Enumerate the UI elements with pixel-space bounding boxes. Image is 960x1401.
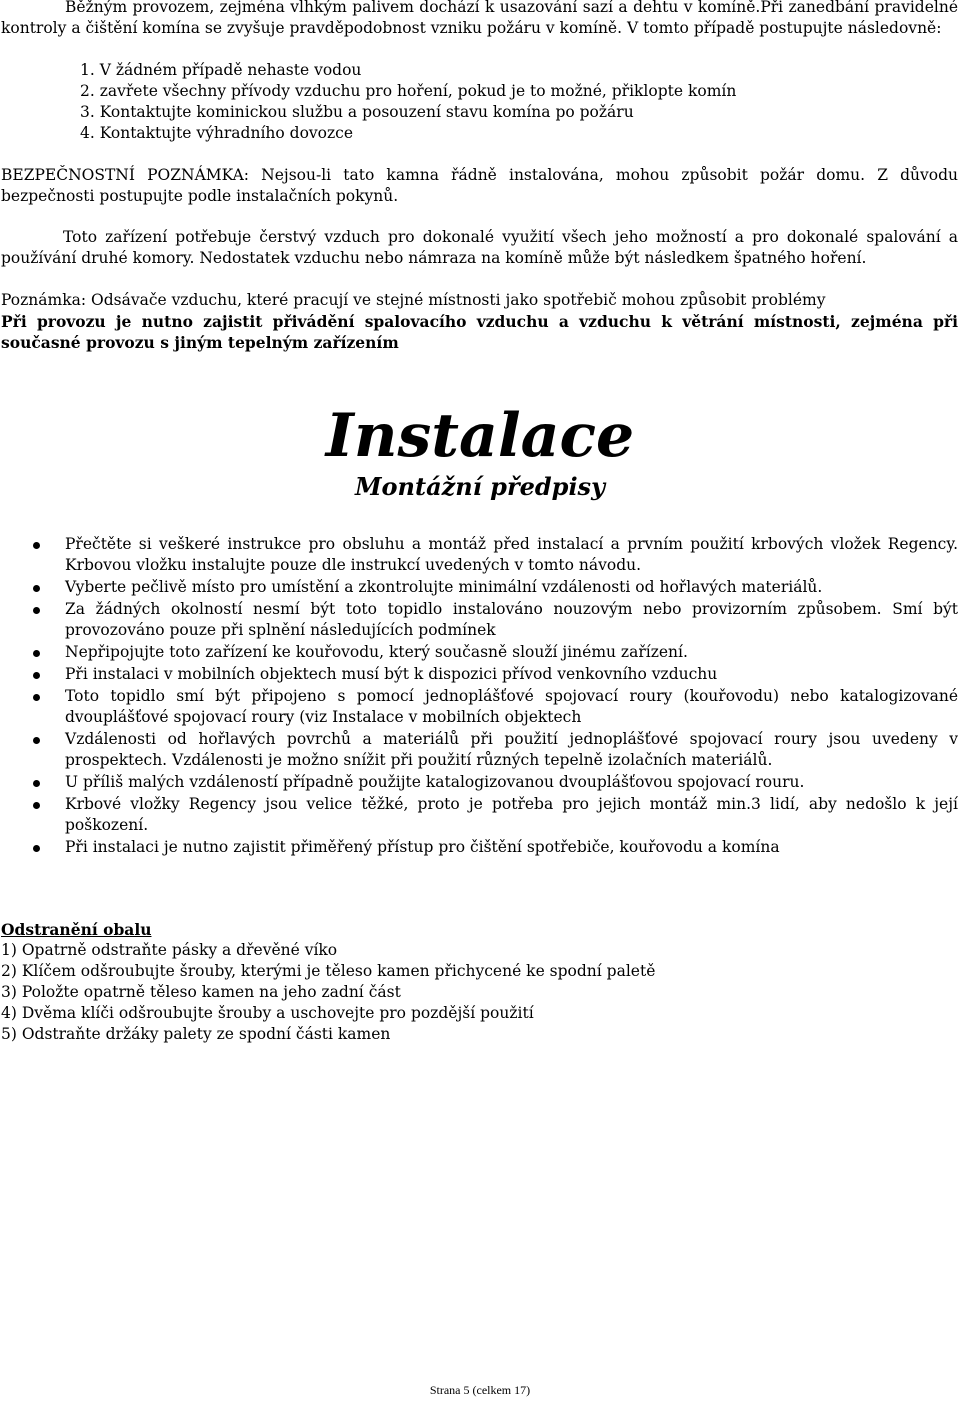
list-item-text: U příliš malých vzdáleností případně použijte katalogizovanou dvouplášťovou spojovací rouru.: [65, 773, 805, 791]
list-item: [0, 837, 960, 858]
bullet-icon: [33, 585, 40, 592]
installation-rules-list: [0, 534, 960, 859]
list-item: 2. zavřete všechny přívody vzduchu pro hoření, pokud je to možné, přiklopte komín: [80, 82, 737, 100]
list-item: [0, 642, 960, 663]
list-item-text: Za žádných okolností nesmí být toto topidlo instalováno nouzovým nebo provizorním způsobem. Smí být provozováno pouze při splnění následujících podmínek: [65, 600, 958, 639]
list-item-text: Toto topidlo smí být připojeno s pomocí jednoplášťové spojovací roury (kouřovodu) nebo katalogizované dvouplášťové spojovací roury (viz Instalace v mobilních objektech: [65, 687, 958, 726]
section-heading: Instalace: [325, 401, 635, 471]
list-item: [0, 794, 960, 836]
bullet-icon: [33, 780, 40, 787]
intro-paragraph: Běžným provozem, zejména vlhkým palivem dochází k usazování sazí a dehtu v komíně.Při zanedbání pravidelné kontroly a čištění komína se zvyšuje pravděpodobnost vzniku požáru v komíně. V tomto případě postupujte následovně:: [1, 0, 958, 37]
extractor-note: Poznámka: Odsávače vzduchu, které pracují ve stejné místnosti jako spotřebič mohou způsobit problémy: [1, 291, 826, 309]
list-item: [0, 664, 960, 685]
list-item: 2) Klíčem odšroubujte šrouby, kterými je těleso kamen přichycené ke spodní paletě: [1, 962, 656, 980]
list-item: [0, 772, 960, 793]
list-item: [0, 534, 960, 576]
list-item: [0, 686, 960, 728]
list-item-text: Při instalaci je nutno zajistit přiměřený přístup pro čištění spotřebiče, kouřovodu a komína: [65, 838, 780, 856]
safety-note: BEZPEČNOSTNÍ POZNÁMKA: Nejsou-li tato kamna řádně instalována, mohou způsobit požár domu. Z důvodu bezpečnosti postupujte podle instalačních pokynů.: [1, 166, 958, 205]
unpacking-heading: Odstranění obalu: [1, 920, 152, 939]
list-item-text: Vyberte pečlivě místo pro umístění a zkontrolujte minimální vzdálenosti od hořlavých materiálů.: [65, 578, 823, 596]
list-item-text: Při instalaci v mobilních objektech musí být k dispozici přívod venkovního vzduchu: [65, 665, 718, 683]
list-item-text: Krbové vložky Regency jsou velice těžké, proto je potřeba pro jejich montáž min.3 lidí, aby nedošlo k její poškození.: [65, 795, 958, 834]
list-item: [0, 577, 960, 598]
page-number: Strana 5 (celkem 17): [429, 1383, 531, 1397]
list-item: 3) Položte opatrně těleso kamen na jeho zadní část: [1, 983, 401, 1001]
list-item: 4. Kontaktujte výhradního dovozce: [80, 124, 354, 142]
list-item: [0, 729, 960, 771]
chimney-fire-steps: [80, 60, 940, 144]
bullet-icon: [33, 802, 40, 809]
list-item: 5) Odstraňte držáky palety ze spodní části kamen: [1, 1025, 391, 1043]
list-item: 1. V žádném případě nehaste vodou: [80, 61, 362, 79]
list-item-text: Nepřipojujte toto zařízení ke kouřovodu, který současně slouží jinému zařízení.: [65, 643, 688, 661]
list-item-text: Vzdálenosti od hořlavých povrchů a materiálů při použití jednoplášťové spojovací roury jsou uvedeny v prospektech. Vzdálenosti je možno snížit při použití různých tepelně izolačních materiálů.: [65, 730, 958, 769]
unpacking-steps: [1, 940, 655, 1045]
bullet-icon: [33, 672, 40, 679]
bullet-icon: [33, 607, 40, 614]
list-item-text: Přečtěte si veškeré instrukce pro obsluhu a montáž před instalací a prvním použití krbových vložek Regency. Krbovou vložku instalujte pouze dle instrukcí uvedených v tomto návodu.: [65, 535, 958, 574]
section-subheading: Montážní předpisy: [354, 472, 606, 501]
air-paragraph: Toto zařízení potřebuje čerstvý vzduch pro dokonalé využití všech jeho možností a pro dokonalé spalování a používání druhé komory. Nedostatek vzduchu nebo námraza na komíně může být následkem špatného hoření.: [1, 228, 958, 267]
operation-warning: Při provozu je nutno zajistit přivádění spalovacího vzduchu a vzduchu k větrání místnosti, zejména při současné provozu s jiným tepelným zařízením: [1, 312, 958, 352]
list-item: 3. Kontaktujte kominickou službu a posouzení stavu komína po požáru: [80, 103, 634, 121]
bullet-icon: [33, 694, 40, 701]
bullet-icon: [33, 542, 40, 549]
list-item: 4) Dvěma klíči odšroubujte šrouby a uschovejte pro pozdější použití: [1, 1004, 534, 1022]
list-item: 1) Opatrně odstraňte pásky a dřevěné víko: [1, 941, 338, 959]
bullet-icon: [33, 845, 40, 852]
bullet-icon: [33, 650, 40, 657]
list-item: [0, 599, 960, 641]
bullet-icon: [33, 737, 40, 744]
